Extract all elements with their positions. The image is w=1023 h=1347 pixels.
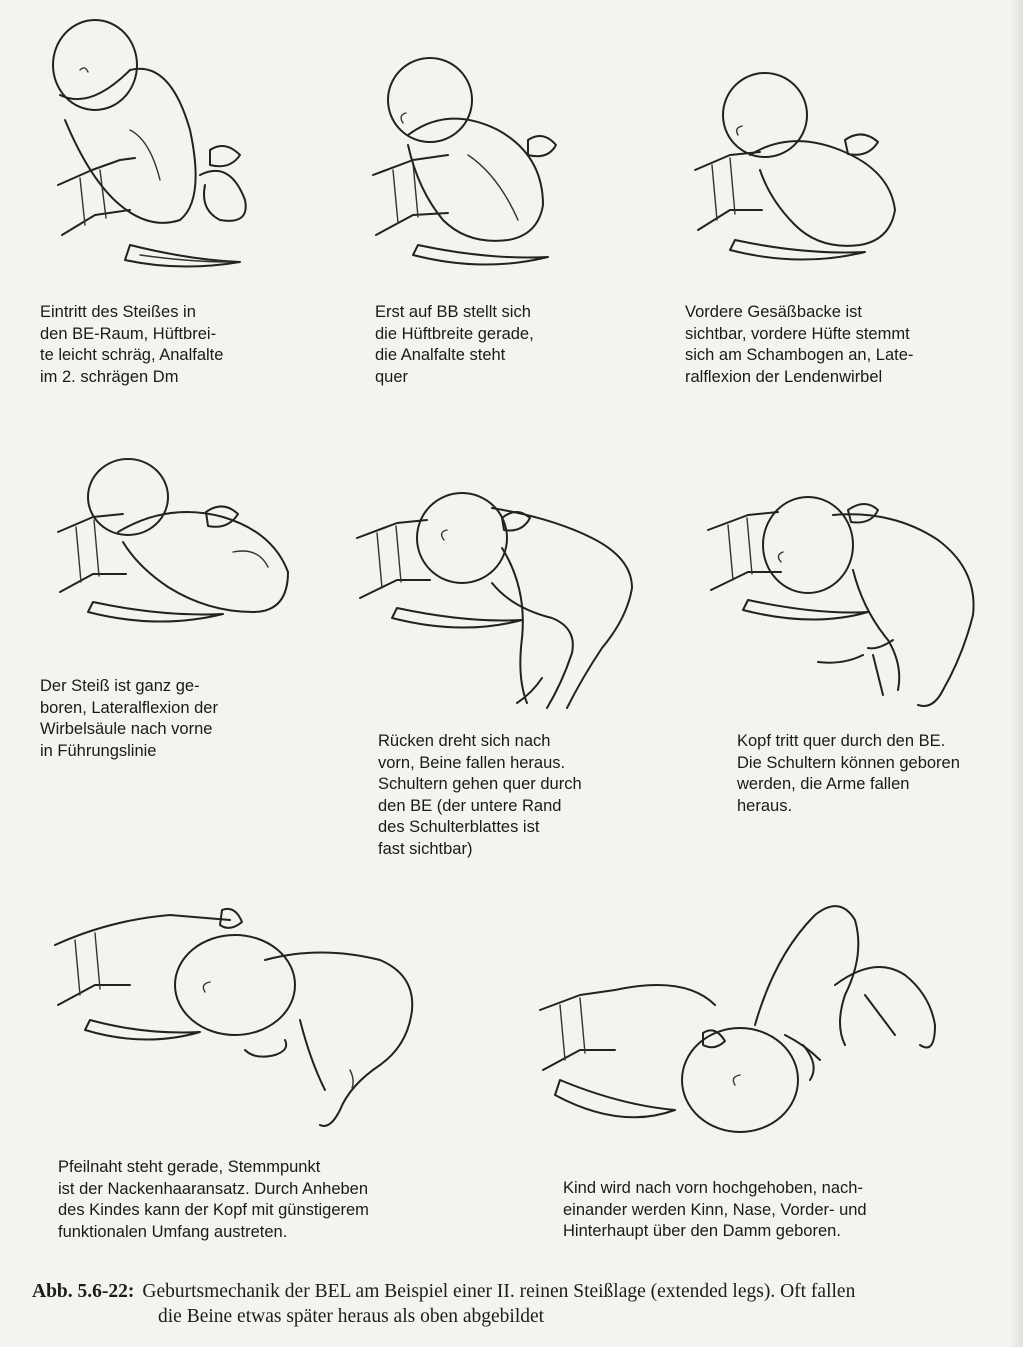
panel-1-caption: Eintritt des Steißes in den BE-Raum, Hüftbrei- te leicht schräg, Analfalte im 2. schrägen Dm <box>40 303 224 386</box>
panel-8-caption: Kind wird nach vorn hochgehoben, nach- einander werden Kinn, Nase, Vorder- und Hinterhaupt über den Damm geboren. <box>563 1179 867 1240</box>
illustration-panel-7 <box>50 900 430 1145</box>
illustration-panel-3 <box>690 60 920 280</box>
illustration-panel-4 <box>48 462 308 652</box>
panel-4-caption: Der Steiß ist ganz ge- boren, Lateralflexion der Wirbelsäule nach vorne in Führungslinie <box>40 677 218 760</box>
figure-caption-line2: die Beine etwas später heraus als oben abgebildet <box>158 1306 545 1327</box>
figure-caption <box>32 1279 1017 1329</box>
panel-7-caption: Pfeilnaht steht gerade, Stemmpunkt ist der Nackenhaaransatz. Durch Anheben des Kindes kann der Kopf mit günstigerem funktionalen Umfang austreten. <box>58 1158 369 1241</box>
illustration-panel-6 <box>703 490 1003 720</box>
illustration-panel-8 <box>535 895 955 1145</box>
figure-caption-line1: Geburtsmechanik der BEL am Beispiel einer II. reinen Steißlage (extended legs). Oft fallen <box>142 1281 856 1302</box>
panel-2-caption: Erst auf BB stellt sich die Hüftbreite gerade, die Analfalte steht quer <box>375 303 534 386</box>
panel-3-caption: Vordere Gesäßbacke ist sichtbar, vordere Hüfte stemmt sich am Schambogen an, Late- ralflexion der Lendenwirbel <box>685 303 914 386</box>
page-edge-shadow <box>1010 0 1023 1347</box>
figure-caption-label: Abb. 5.6-22: <box>32 1281 135 1302</box>
illustration-panel-1 <box>40 10 280 280</box>
panel-6-caption: Kopf tritt quer durch den BE. Die Schultern können geboren werden, die Arme fallen heraus. <box>737 732 960 815</box>
panel-5-caption: Rücken dreht sich nach vorn, Beine fallen heraus. Schultern gehen quer durch den BE (der untere Rand des Schulterblattes ist fast sichtbar) <box>378 732 582 858</box>
illustration-panel-5 <box>352 478 652 728</box>
illustration-panel-2 <box>368 45 598 285</box>
